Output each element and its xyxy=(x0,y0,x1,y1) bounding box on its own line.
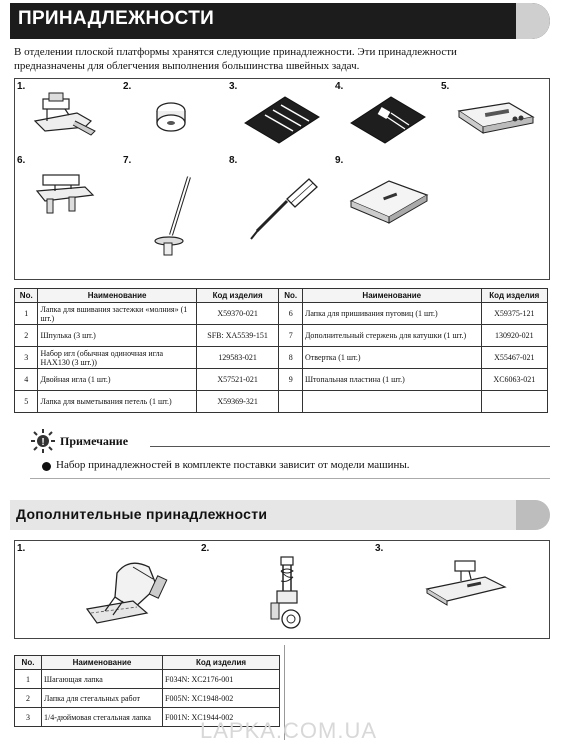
cell: Набор игл (обычная одиночная игла HAX130 (3 шт.)) xyxy=(38,347,196,369)
figure-number: 2. xyxy=(201,543,210,554)
note-text: Набор принадлежностей в комплекте поставки зависит от модели машины. xyxy=(56,459,410,471)
figure-item-9 xyxy=(335,155,439,225)
header-cap xyxy=(516,3,550,39)
cell: 7 xyxy=(279,325,302,347)
cell: 9 xyxy=(279,369,302,391)
column-header: Наименование xyxy=(42,656,163,670)
cell: 1 xyxy=(15,303,38,325)
optional-figure-item-2 xyxy=(201,543,371,635)
cell: 1/4-дюймовая стегальная лапка xyxy=(42,708,163,727)
figure-item-5 xyxy=(441,81,545,151)
watermark: LAPKA.COM.UA xyxy=(200,718,378,743)
cell: Штопальная пластина (1 шт.) xyxy=(302,369,481,391)
figure-item-2 xyxy=(123,81,227,151)
cell: Лапка для вшивания застежки «молния» (1 шт.) xyxy=(38,303,196,325)
intro-line-2: предназначены для облегчения выполнения большинства швейных задач. xyxy=(14,60,360,72)
cell: Лапка для выметывания петель (1 шт.) xyxy=(38,391,196,413)
figure-number: 1. xyxy=(17,543,26,554)
cell: X59375-121 xyxy=(481,303,547,325)
intro-text xyxy=(14,45,544,73)
cell: F034N: XC2176-001 xyxy=(163,670,280,689)
table-row xyxy=(15,347,548,369)
spool-pin-icon xyxy=(131,165,211,265)
accessories-table xyxy=(14,288,548,413)
bullet-icon xyxy=(42,462,51,471)
table-header-row xyxy=(15,289,548,303)
bobbin-icon xyxy=(131,91,211,146)
cell xyxy=(481,391,547,413)
screwdriver-icon xyxy=(237,165,327,255)
column-header: No. xyxy=(15,289,38,303)
cell: 2 xyxy=(15,689,42,708)
optional-accessories-table xyxy=(14,655,280,727)
cell: Отвертка (1 шт.) xyxy=(302,347,481,369)
cell: 6 xyxy=(279,303,302,325)
column-header: Код изделия xyxy=(196,289,279,303)
figure-item-6 xyxy=(17,155,121,225)
column-header: Наименование xyxy=(38,289,196,303)
optional-section-header xyxy=(10,500,550,530)
figure-item-1 xyxy=(17,81,121,151)
table-header-row xyxy=(15,656,280,670)
cell: X59369-321 xyxy=(196,391,279,413)
cell: X55467-021 xyxy=(481,347,547,369)
figure-number: 9. xyxy=(335,155,344,166)
figure-item-3 xyxy=(229,81,333,151)
cell: 130920-021 xyxy=(481,325,547,347)
cell: 5 xyxy=(15,391,38,413)
figure-number: 3. xyxy=(229,81,238,92)
figure-number: 1. xyxy=(17,81,26,92)
optional-figure-item-3 xyxy=(375,543,545,635)
cell: Двойная игла (1 шт.) xyxy=(38,369,196,391)
page-title: ПРИНАДЛЕЖНОСТИ xyxy=(18,8,215,29)
column-header: No. xyxy=(279,289,302,303)
figure-number: 7. xyxy=(123,155,132,166)
table-row xyxy=(15,689,280,708)
figure-item-7 xyxy=(123,155,227,225)
cell: 129583-021 xyxy=(196,347,279,369)
cell: Шагающая лапка xyxy=(42,670,163,689)
quilting-foot-icon xyxy=(251,551,331,635)
cell: F001N: XC1944-002 xyxy=(163,708,280,727)
needle-plate-icon xyxy=(343,165,433,235)
zipper-foot-icon xyxy=(25,91,105,146)
optional-figure-item-1 xyxy=(17,543,197,635)
needle-set-icon xyxy=(237,91,327,146)
table-row xyxy=(15,369,548,391)
cell: SFB: XA5539-151 xyxy=(196,325,279,347)
cell: Лапка для стегальных работ xyxy=(42,689,163,708)
column-header: Код изделия xyxy=(163,656,280,670)
cell xyxy=(279,391,302,413)
figure-number: 4. xyxy=(335,81,344,92)
cell: 1 xyxy=(15,670,42,689)
buttonhole-foot-icon xyxy=(449,91,539,146)
intro-line-1: В отделении плоской платформы хранятся следующие принадлежности. Эти принадлежности xyxy=(14,46,457,58)
header-cap xyxy=(516,500,550,530)
cell: XC6063-021 xyxy=(481,369,547,391)
optional-figure-box xyxy=(14,540,550,639)
figure-number: 8. xyxy=(229,155,238,166)
quarter-inch-foot-icon xyxy=(415,553,515,623)
note-bottom-divider xyxy=(30,478,550,479)
section-header xyxy=(10,3,550,39)
figure-item-4 xyxy=(335,81,439,151)
button-foot-icon xyxy=(25,165,105,225)
note-icon xyxy=(30,428,56,454)
cell xyxy=(302,391,481,413)
cell: Шпулька (3 шт.) xyxy=(38,325,196,347)
cell: Лапка для пришивания пуговиц (1 шт.) xyxy=(302,303,481,325)
note-block xyxy=(30,428,550,478)
cell: F005N: XC1948-002 xyxy=(163,689,280,708)
accessories-figure-box xyxy=(14,78,550,280)
figure-item-8 xyxy=(229,155,333,225)
cell: 3 xyxy=(15,347,38,369)
table-row xyxy=(15,391,548,413)
cell: 4 xyxy=(15,369,38,391)
twin-needle-icon xyxy=(343,91,433,146)
column-header: No. xyxy=(15,656,42,670)
cell: 3 xyxy=(15,708,42,727)
column-header: Наименование xyxy=(302,289,481,303)
cell: X59370-021 xyxy=(196,303,279,325)
figure-number: 5. xyxy=(441,81,450,92)
table-row xyxy=(15,670,280,689)
optional-title: Дополнительные принадлежности xyxy=(16,506,268,522)
cell: Дополнительный стержень для катушки (1 шт.) xyxy=(302,325,481,347)
table-row xyxy=(15,325,548,347)
column-header: Код изделия xyxy=(481,289,547,303)
note-divider xyxy=(150,446,550,447)
svg-text:!: ! xyxy=(41,437,45,448)
cell: 2 xyxy=(15,325,38,347)
table-row xyxy=(15,303,548,325)
note-title: Примечание xyxy=(60,434,129,448)
cell: 8 xyxy=(279,347,302,369)
figure-number: 6. xyxy=(17,155,26,166)
figure-number: 3. xyxy=(375,543,384,554)
walking-foot-icon xyxy=(57,553,207,633)
figure-number: 2. xyxy=(123,81,132,92)
cell: X57521-021 xyxy=(196,369,279,391)
